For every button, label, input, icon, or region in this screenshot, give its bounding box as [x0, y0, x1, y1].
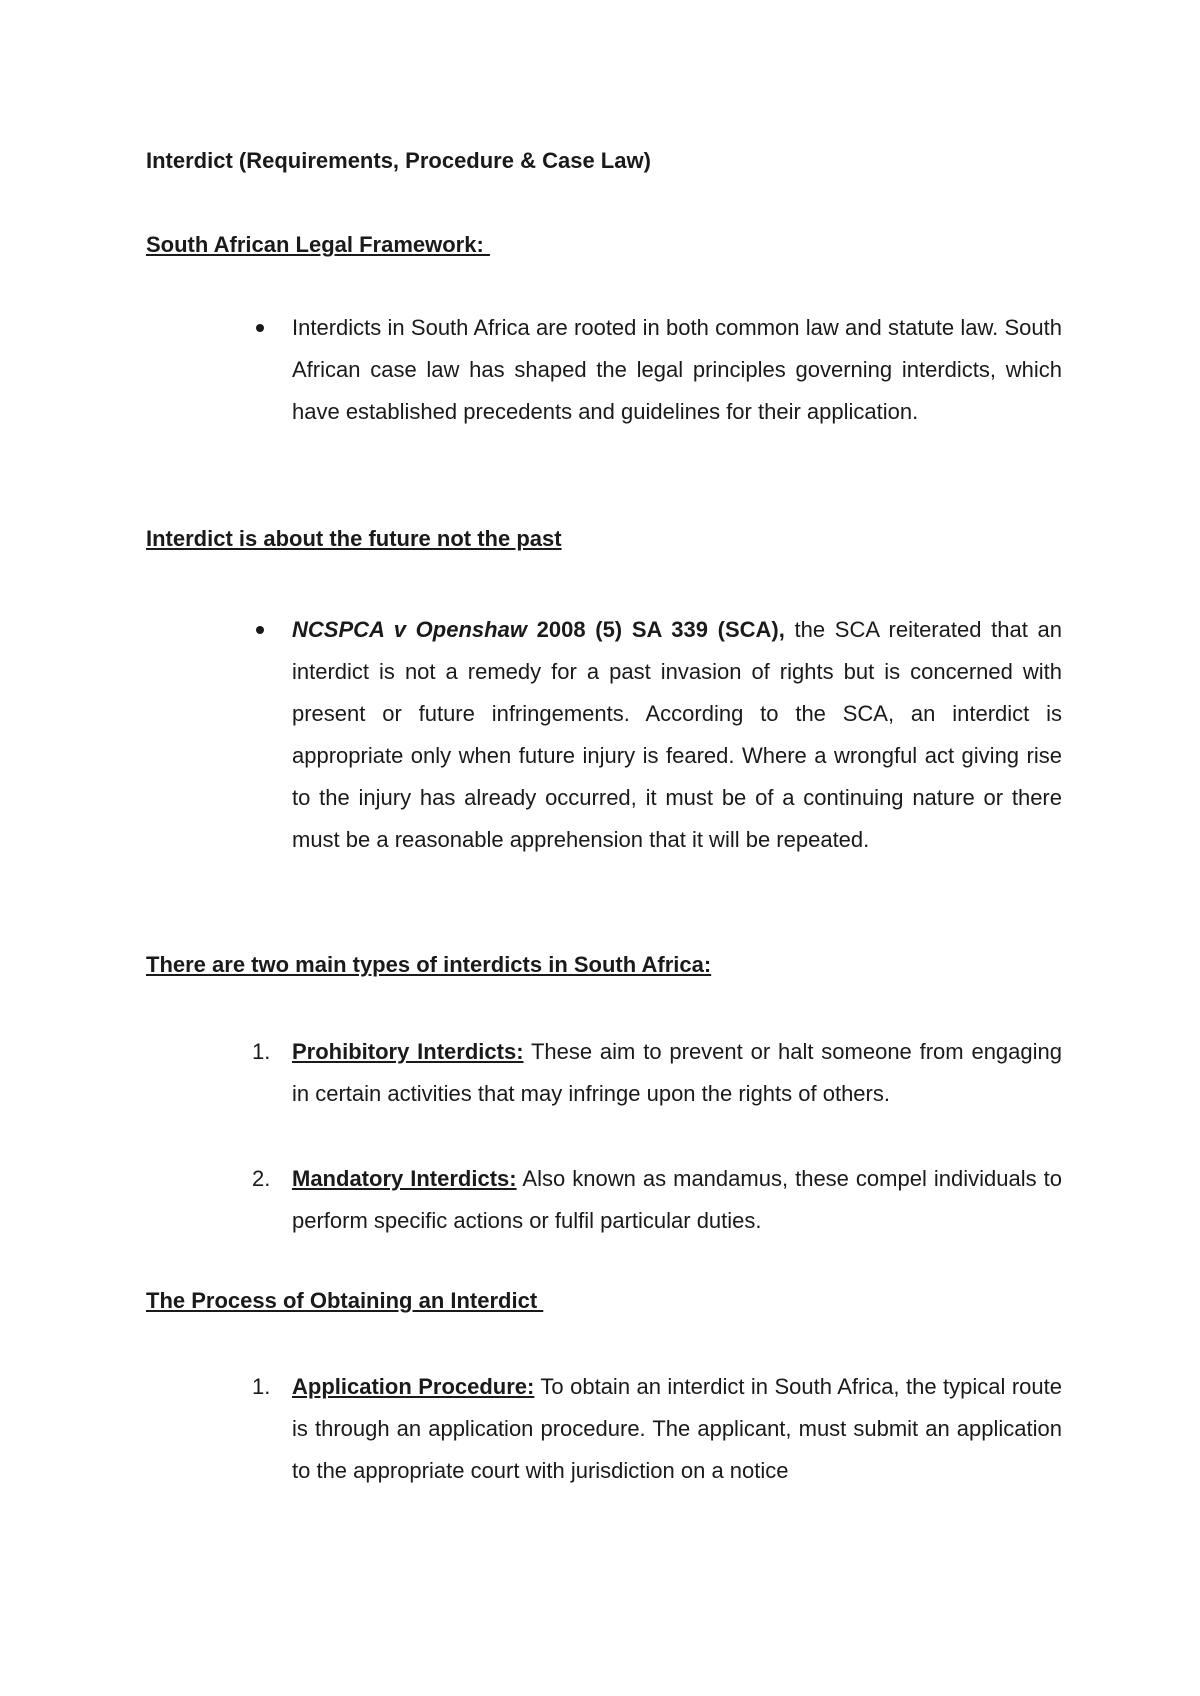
list-item [292, 1031, 1062, 1115]
section-heading-process: The Process of Obtaining an Interdict [146, 1288, 544, 1313]
list-item-label: Mandatory Interdicts: [292, 1166, 517, 1191]
list-number: 2. [252, 1166, 271, 1191]
list-item [292, 1366, 1062, 1492]
document-title: Interdict (Requirements, Procedure & Case Law) [146, 148, 651, 173]
list-item-label: Prohibitory Interdicts: [292, 1039, 524, 1064]
case-name: NCSPCA v Openshaw [292, 617, 527, 642]
list-number: 1. [252, 1039, 271, 1064]
list-item-label: Application Procedure: [292, 1374, 535, 1399]
bullet-icon [256, 324, 264, 332]
bullet-paragraph [292, 307, 1062, 433]
section-heading-types-of-interdicts: There are two main types of interdicts in South Africa: [146, 952, 712, 977]
list-item-text: These aim to prevent or halt someone from engaging in certain activities that may infringe upon the rights of others. [292, 1039, 1062, 1106]
list-number: 1. [252, 1374, 271, 1399]
section-heading-legal-framework: South African Legal Framework: [146, 232, 490, 257]
case-citation: 2008 (5) SA 339 (SCA), [526, 617, 785, 642]
section-heading-future-not-past: Interdict is about the future not the past [146, 526, 562, 551]
bullet-paragraph [292, 609, 1062, 861]
list-item-text: To obtain an interdict in South Africa, the typical route is through an application procedure. The applicant, must submit an application to the appropriate court with jurisdiction on a notice [292, 1374, 1062, 1483]
bullet-text: Interdicts in South Africa are rooted in both common law and statute law. South African case law has shaped the legal principles governing interdicts, which have established precedents and guidelines for their application. [292, 315, 1062, 424]
list-item-text: Also known as mandamus, these compel individuals to perform specific actions or fulfil particular duties. [292, 1166, 1062, 1233]
bullet-text: the SCA reiterated that an interdict is not a remedy for a past invasion of rights but is concerned with present or future infringements. According to the SCA, an interdict is appropriate only when future injury is feared. Where a wrongful act giving rise to the injury has already occurred, it must be of a continuing nature or there must be a reasonable apprehension that it will be repeated. [292, 617, 1062, 852]
list-item [292, 1158, 1062, 1242]
bullet-icon [256, 626, 264, 634]
